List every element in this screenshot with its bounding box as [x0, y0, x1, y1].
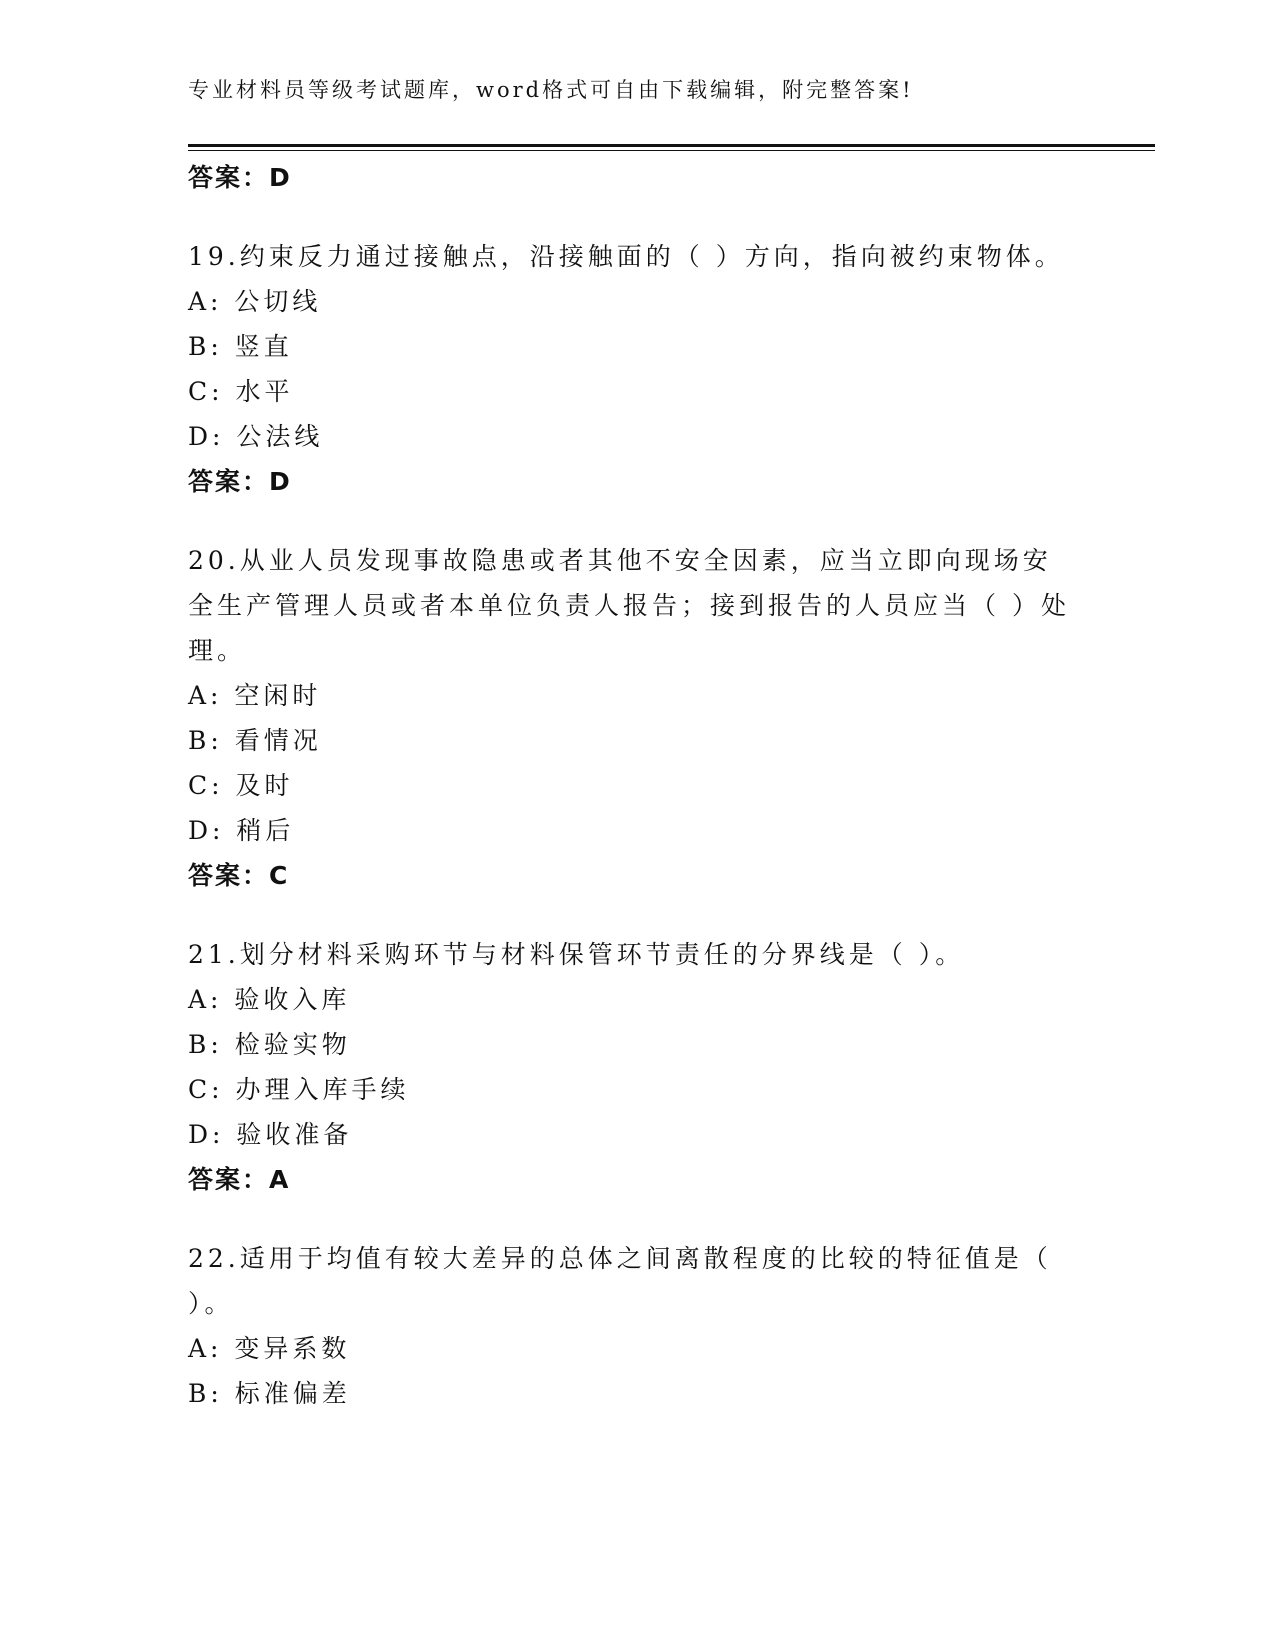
question-21: [188, 932, 1088, 1202]
option-a: A: 验收入库: [188, 985, 351, 1014]
question-19: [188, 234, 1088, 504]
option-b: B: 检验实物: [188, 1030, 351, 1059]
question-stem: 22.适用于均值有较大差异的总体之间离散程度的比较的特征值是（ ）。: [188, 1244, 1052, 1318]
option-a: A: 空闲时: [188, 681, 322, 710]
previous-answer: 答案：D: [188, 163, 292, 192]
question-stem: 19.约束反力通过接触点，沿接触面的（ ）方向，指向被约束物体。: [188, 242, 1064, 271]
option-d: D: 稍后: [188, 816, 295, 845]
option-c: C: 办理入库手续: [188, 1075, 410, 1104]
option-c: C: 水平: [188, 377, 294, 406]
option-b: B: 竖直: [188, 332, 293, 361]
question-stem: 21.划分材料采购环节与材料保管环节责任的分界线是（ ）。: [188, 940, 965, 969]
option-c: C: 及时: [188, 771, 294, 800]
page-header: 专业材料员等级考试题库，word格式可自由下载编辑，附完整答案!: [188, 78, 914, 102]
question-stem: 20.从业人员发现事故隐患或者其他不安全因素，应当立即向现场安全生产管理人员或者本单位负责人报告；接到报告的人员应当（ ）处理。: [188, 546, 1070, 665]
option-a: A: 公切线: [188, 287, 322, 316]
question-list: [188, 155, 1088, 1416]
question-20: [188, 538, 1088, 898]
header-rule-thick: [188, 144, 1155, 147]
option-a: A: 变异系数: [188, 1334, 351, 1363]
option-d: D: 验收准备: [188, 1120, 353, 1149]
header-rule-thin: [188, 150, 1155, 151]
question-22: [188, 1236, 1088, 1416]
answer-line: 答案：A: [188, 1165, 291, 1194]
option-b: B: 看情况: [188, 726, 322, 755]
option-b: B: 标准偏差: [188, 1379, 351, 1408]
answer-line: 答案：D: [188, 467, 292, 496]
answer-line: 答案：C: [188, 861, 290, 890]
option-d: D: 公法线: [188, 422, 324, 451]
